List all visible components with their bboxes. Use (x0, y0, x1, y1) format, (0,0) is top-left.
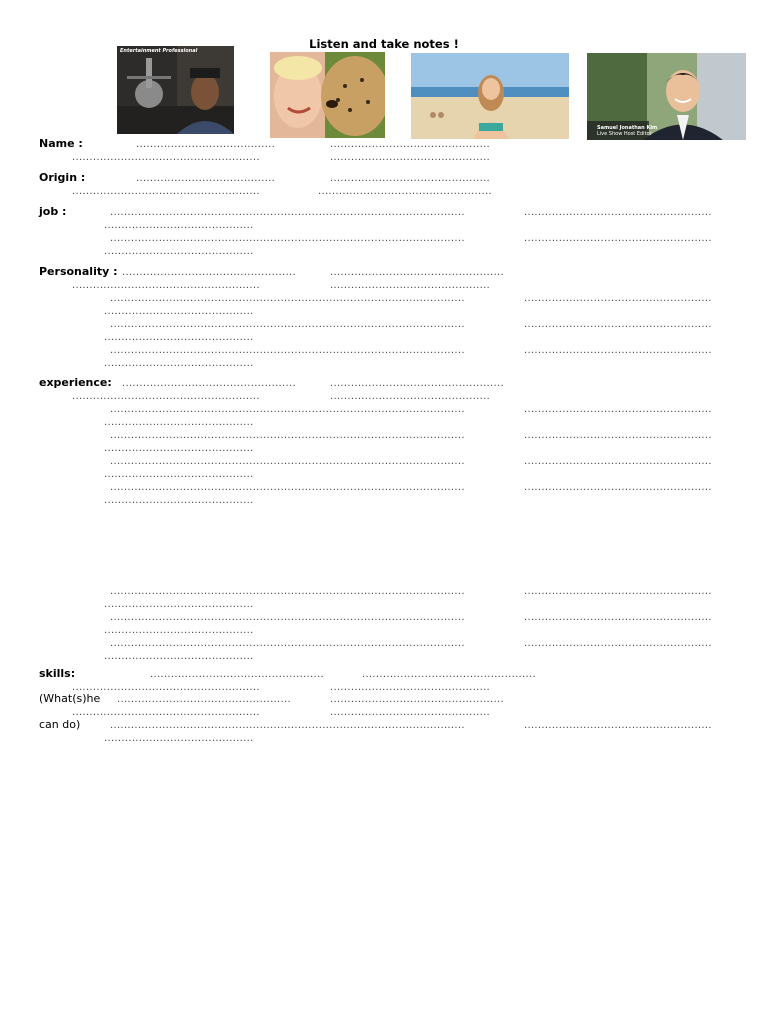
experience-line[interactable]: ...................................................... (524, 456, 712, 467)
skills-line[interactable]: .................................................. (330, 694, 504, 705)
personality-line[interactable]: ...................................................................................................... (110, 293, 465, 304)
job-line[interactable]: ...................................................... (524, 207, 712, 218)
photo-caption: Entertainment Professional (120, 48, 198, 54)
experience-line[interactable]: .................................................. (330, 378, 504, 389)
job-line[interactable]: ........................................... (104, 220, 254, 231)
man-suit-photo (587, 53, 746, 140)
experience-line[interactable]: ...................................................................................................... (110, 404, 465, 415)
personality-line[interactable]: ...................................................... (524, 345, 712, 356)
skills-line[interactable]: .................................................. (117, 694, 291, 705)
name-label: Name : (39, 137, 83, 150)
skills-line[interactable]: ...................................................................................................... (110, 720, 465, 731)
skills-line[interactable]: .............................................. (330, 682, 491, 693)
origin-line[interactable]: ...................................................... (72, 186, 260, 197)
job-line[interactable]: ...................................................................................................... (110, 233, 465, 244)
personality-line[interactable]: ........................................... (104, 358, 254, 369)
skills-line[interactable]: .................................................. (150, 669, 324, 680)
experience-line[interactable]: ........................................... (104, 417, 254, 428)
experience-line[interactable]: ...................................................................................................... (110, 456, 465, 467)
experience-line[interactable]: ...................................................................................................... (110, 586, 465, 597)
personality-line[interactable]: ...................................................................................................... (110, 345, 465, 356)
woman-beach-photo (411, 53, 569, 139)
personality-line[interactable]: ...................................................... (524, 293, 712, 304)
skills-sublabel: (What(s)he (39, 692, 101, 705)
personality-line[interactable]: .............................................. (330, 280, 491, 291)
job-line[interactable]: ...................................................... (524, 233, 712, 244)
job-line[interactable]: ...................................................................................................... (110, 207, 465, 218)
experience-line[interactable]: ...................................................................................................... (110, 638, 465, 649)
experience-line[interactable]: ........................................... (104, 469, 254, 480)
job-line[interactable]: ........................................... (104, 246, 254, 257)
skills-line[interactable]: ...................................................... (72, 707, 260, 718)
experience-line[interactable]: ...................................................... (524, 430, 712, 441)
origin-line[interactable]: .................................................. (318, 186, 492, 197)
skills-line[interactable]: ...................................................... (72, 682, 260, 693)
man-microphone-photo (117, 46, 234, 134)
personality-line[interactable]: .................................................. (122, 267, 296, 278)
skills-line[interactable]: .............................................. (330, 707, 491, 718)
personality-line[interactable]: ........................................... (104, 332, 254, 343)
skills-line[interactable]: .................................................. (362, 669, 536, 680)
origin-line[interactable]: ........................................ (136, 173, 276, 184)
photo-caption-sub: Live Show Host Editor (597, 131, 652, 137)
experience-line[interactable]: ...................................................................................................... (110, 612, 465, 623)
personality-line[interactable]: .................................................. (330, 267, 504, 278)
experience-line[interactable]: ...................................................................................................... (110, 430, 465, 441)
experience-line[interactable]: ........................................... (104, 443, 254, 454)
personality-label: Personality : (39, 265, 118, 278)
experience-line[interactable]: ...................................................... (524, 638, 712, 649)
name-line[interactable]: .............................................. (330, 152, 491, 163)
personality-line[interactable]: ...................................................... (72, 280, 260, 291)
origin-label: Origin : (39, 171, 86, 184)
experience-line[interactable]: ........................................... (104, 599, 254, 610)
skills-label: skills: (39, 667, 76, 680)
experience-line[interactable]: .............................................. (330, 391, 491, 402)
personality-line[interactable]: ...................................................................................................... (110, 319, 465, 330)
experience-label: experience: (39, 376, 112, 389)
name-line[interactable]: .............................................. (330, 139, 491, 150)
name-line[interactable]: ........................................ (136, 139, 276, 150)
job-label: job : (39, 205, 67, 218)
experience-line[interactable]: ...................................................... (524, 404, 712, 415)
experience-line[interactable]: ........................................... (104, 625, 254, 636)
skills-line[interactable]: ...................................................... (524, 720, 712, 731)
experience-line[interactable]: ........................................... (104, 651, 254, 662)
experience-line[interactable]: ...................................................... (72, 391, 260, 402)
experience-line[interactable]: ........................................... (104, 495, 254, 506)
name-line[interactable]: ...................................................... (72, 152, 260, 163)
personality-line[interactable]: ........................................... (104, 306, 254, 317)
page-title: Listen and take notes ! (309, 37, 459, 51)
experience-line[interactable]: ...................................................... (524, 586, 712, 597)
experience-line[interactable]: ...................................................... (524, 612, 712, 623)
experience-line[interactable]: ...................................................... (524, 482, 712, 493)
skills-line[interactable]: ........................................... (104, 733, 254, 744)
experience-line[interactable]: ...................................................................................................... (110, 482, 465, 493)
man-cheetah-photo (270, 52, 385, 138)
experience-line[interactable]: .................................................. (122, 378, 296, 389)
personality-line[interactable]: ...................................................... (524, 319, 712, 330)
origin-line[interactable]: .............................................. (330, 173, 491, 184)
skills-sublabel: can do) (39, 718, 81, 731)
photo-caption: Samuel Jonathan Kim (597, 125, 658, 131)
